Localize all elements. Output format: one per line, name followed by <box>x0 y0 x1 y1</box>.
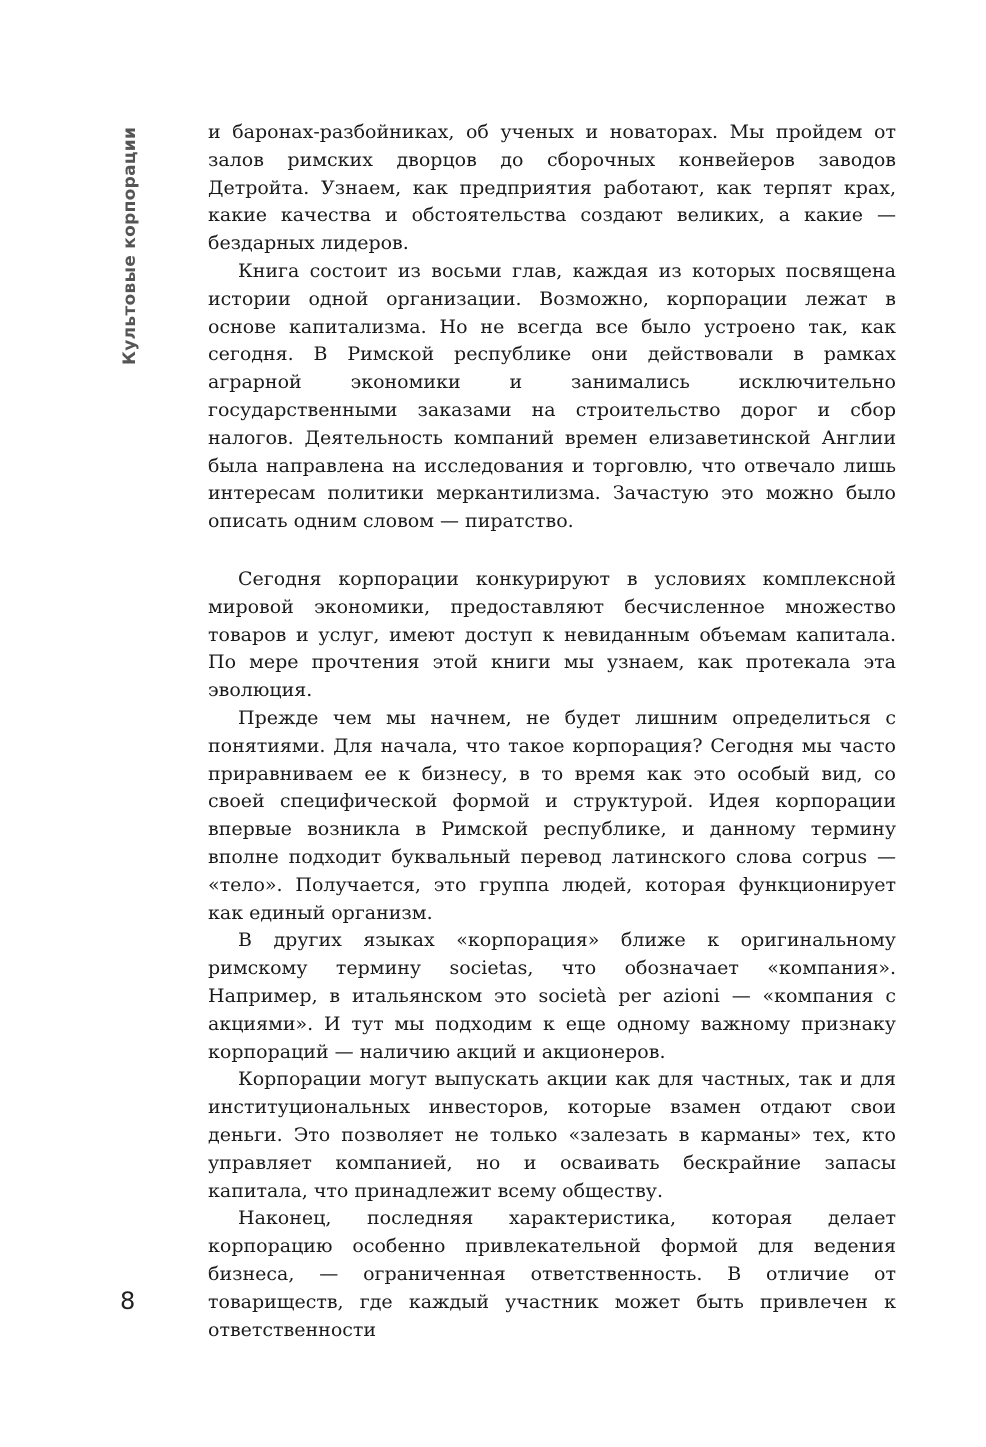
running-head-vertical: Культовые корпорации <box>120 126 140 365</box>
text-block-top <box>208 119 896 536</box>
paragraph: Прежде чем мы начнем, не будет лишним определиться с понятиями. Для начала, что такое корпорация? Сегодня мы часто приравниваем ее к бизнесу, в то время как это особый вид, со своей специфической формой и структурой. Идея корпорации впервые возникла в Римской республике, и данному термину вполне подходит буквальный перевод латинского слова corpus — «тело». Получается, это группа людей, которая функционирует как единый организм. <box>208 706 896 924</box>
paragraph: Наконец, последняя характеристика, которая делает корпорацию особенно привлекательной формой для ведения бизнеса, — ограниченная ответственность. В отличие от товариществ, где каждый участник может быть привлечен к ответственности <box>208 1207 896 1341</box>
paragraph: В других языках «корпорация» ближе к оригинальному римскому термину societas, что обозначает «компания». Например, в итальянском это società per azioni — «компания с акциями». И тут мы подходим к еще одному важному признаку корпораций — наличию акций и акционеров. <box>208 929 896 1063</box>
paragraph: Книга состоит из восьми глав, каждая из которых посвящена истории одной организации. Возможно, корпорации лежат в основе капитализма. Но не всегда все было устроено так, как сегодня. В Римской республике они действовали в рамках аграрной экономики и занимались исключительно государственными заказами на строительство дорог и сбор налогов. Деятельность компаний времен елизаветинской Англии была направлена на исследования и торговлю, что отвечало лишь интересам политики меркантилизма. Зачастую это можно было описать одним словом — пиратство. <box>208 259 896 533</box>
text-block-bottom <box>208 566 896 1344</box>
page-number: 8 <box>120 1287 136 1315</box>
paragraph: Корпорации могут выпускать акции как для частных, так и для институциональных инвесторов, которые взамен отдают свои деньги. Это позволяет не только «залезать в карманы» тех, кто управляет компанией, но и осваивать бескрайние запасы капитала, что принадлежит всему обществу. <box>208 1068 896 1202</box>
paragraph: Сегодня корпорации конкурируют в условиях комплексной мировой экономики, предоставляют бесчисленное множество товаров и услуг, имеют доступ к невиданным объемам капитала. По мере прочтения этой книги мы узнаем, как протекала эта эволюция. <box>208 568 896 702</box>
paragraph: и баронах-разбойниках, об ученых и новаторах. Мы пройдем от залов римских дворцов до сборочных конвейеров заводов Детройта. Узнаем, как предприятия работают, как терпят крах, какие качества и обстоятельства создают великих, а какие — бездарных лидеров. <box>208 121 896 255</box>
